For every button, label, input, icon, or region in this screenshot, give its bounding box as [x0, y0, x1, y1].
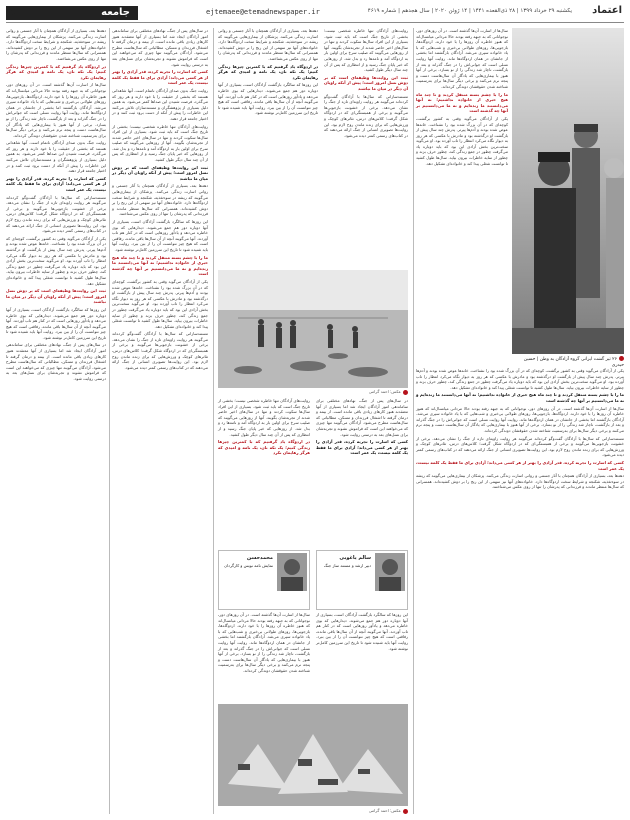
column-separator [109, 28, 110, 814]
column-4-paragraph-4: دهه‌ها بعد، بسیاری از آزادگان همچنان با آثار جسمی و روانی اسارت زندگی می‌کنند. پزشکان از بیماری‌هایی می‌گویند که ریشه در سوءتغذیه، شکنجه و شرایط سخت اردوگاه‌ها دارد. خانواده‌های آنها نیز سهمی از این رنج را بر دوش کشیده‌اند. همسرانی که سال‌ها منتظر ماندند و فرزندانی که پدرشان را تنها از روی عکس می‌شناختند. [112, 183, 208, 217]
column-1-paragraph: سال‌ها از اسارت آن‌ها گذشته است. در آن روزهای دور، نوجوانانی که به جبهه رفته بودند حالا مردانی میانسال‌اند که هنوز خاطره آن روزها را با خود دارند. اردوگاه‌ها، بازجویی‌ها، روزهای طولانی بی‌خبری و شب‌هایی که با یاد خانواده سپری می‌شد. آزادگان بازگشتند اما بخشی از جانشان در همان اردوگاه‌ها ماند. روایت آنها روایت نسلی است که جوانی‌اش را در جنگ گذراند و بعد از بازگشت، ناچار شد زندگی را از نو بسازد. برخی از آنها هنوز با بیماری‌هایی که یادگار آن سال‌هاست دست و پنجه نرم می‌کنند و برخی دیگر سال‌ها برای به‌رسمیت شناخته شدن حقوقشان دوندگی کرده‌اند. [416, 28, 508, 89]
credit-text: عکس: احمد گرامی [368, 389, 401, 394]
column-2-middle-quote: کسی که اسارت را تجربه کرده، قدر آزادی را بهتر از هر کسی می‌داند؛ آزادی برای ما فقط یک کلمه نیست، یک عمر است [316, 439, 408, 456]
column-2-paragraph: روایت‌های آزادگان تنها خاطره شخصی نیست؛ بخشی از تاریخ جنگ است که باید ثبت شود. بسیاری از این افراد سال‌ها سکوت کردند و تنها در سال‌های اخیر حاضر شدند از تجربه‌شان بگویند. آنها از روزهایی می‌گویند که صلیب سرخ برای اولین بار به اردوگاه آمد و نامه‌ها رد و بدل شد. از روزهایی که خبر پایان جنگ رسید و از انتظاری که پس از آن چند سال دیگر طول کشید. [324, 28, 408, 73]
column-2-middle-paragraph: در سال‌های پس از جنگ، نهادهای مختلفی برای ساماندهی امور آزادگان ایجاد شد اما بسیاری از آنها معتقدند هنوز کارهای زیادی باقی مانده است. از بیمه و درمان گرفته تا اشتغال فرزندان و مسکن، مطالباتی که سال‌هاست مطرح می‌شود. آزادگان می‌گویند تنها چیزی که می‌خواهند این است که فراموش نشوند و تجربه‌شان برای نسل‌های بعد به درستی روایت شود. [316, 398, 408, 437]
column-4-quote: کسی که اسارت را تجربه کرده، قدر آزادی را بهتر از هر کسی می‌داند؛ آزادی برای ما فقط یک کلمه نیست، یک عمر است [111, 69, 208, 86]
column-2-paragraph-2: مستندسازانی که سال‌ها با آزادگان گفت‌وگو کرده‌اند می‌گویند هر روایت زاویه‌ای تازه از جنگ را نشان می‌دهد. برخی از خشونت بازجویی‌ها می‌گویند و برخی از همبستگی‌ای که در اردوگاه شکل گرفت؛ کلاس‌های درس، تئاترهای کوچک و ورزش‌هایی که برای زنده ماندن روح لازم بود. این روایت‌ها تصویری انسانی از جنگ ارائه می‌دهند که در کتاب‌های رسمی کمتر دیده می‌شود. [324, 93, 408, 138]
newspaper-logo: اعتماد [592, 5, 622, 16]
rubble-photo-credit [218, 808, 408, 814]
column-5-quote-2: کسی که اسارت را تجربه کرده، قدر آزادی را بهتر از هر کسی می‌داند؛ آزادی برای ما فقط یک کلمه نیست، یک عمر است [6, 175, 106, 193]
credit-bullet-icon [403, 809, 408, 814]
veterans-photo [512, 28, 624, 354]
column-3-paragraph-2: این روزها که سالگرد بازگشت آزادگان است، بسیاری از آنها دوباره دور هم جمع می‌شوند. دیدارهایی که بوی خاطره می‌دهد و یادآور روزهایی است که در کنار هم تاب آوردند. آنها می‌گویند آنچه از آن سال‌ها باقی مانده، رفاقتی است که هیچ چیز نتوانست آن را از بین ببرد. روایت آنها باید شنیده شود تا تاریخ این سرزمین کامل‌تر نوشته شود. [218, 82, 318, 116]
column-5-paragraph: دهه‌ها بعد، بسیاری از آزادگان همچنان با آثار جسمی و روانی اسارت زندگی می‌کنند. پزشکان از بیماری‌هایی می‌گویند که ریشه در سوءتغذیه، شکنجه و شرایط سخت اردوگاه‌ها دارد. خانواده‌های آنها نیز سهمی از این رنج را بر دوش کشیده‌اند. همسرانی که سال‌ها منتظر ماندند و فرزندانی که پدرشان را تنها از روی عکس می‌شناختند. [6, 28, 106, 61]
header-rule [6, 22, 624, 23]
column-1-lower-paragraph: یکی از آزادگان می‌گوید وقتی به کشور برگشت، کوچه‌ای که در آن بزرگ شده بود را نشناخت. خانه‌ها عوض شده بودند و آدم‌ها پیرتر. پدرش چند سال پیش از بازگشت او درگذشته بود و مادرش با عکسی که هر روز به دیوار نگاه می‌کرد انتظار را تاب آورده بود. او می‌گوید سخت‌ترین بخش آزادی این بود که باید دوباره یاد می‌گرفت چطور در جمع زندگی کند، چطور حرف بزند و چطور از سایه خاطرات بیرون بیاید. سال‌ها طول کشید تا توانست شغلی پیدا کند و خانواده‌ای تشکیل دهد. [416, 368, 624, 390]
column-5-paragraph-2: سال‌ها از اسارت آن‌ها گذشته است. در آن روزهای دور، نوجوانانی که به جبهه رفته بودند حالا مردانی میانسال‌اند که هنوز خاطره آن روزها را با خود دارند. اردوگاه‌ها، بازجویی‌ها، روزهای طولانی بی‌خبری و شب‌هایی که با یاد خانواده سپری می‌شد. آزادگان بازگشتند اما بخشی از جانشان در همان اردوگاه‌ها ماند. روایت آنها روایت نسلی است که جوانی‌اش را در جنگ گذراند و بعد از بازگشت، ناچار شد زندگی را از نو بسازد. برخی از آنها هنوز با بیماری‌هایی که یادگار آن سال‌هاست دست و پنجه نرم می‌کنند و برخی دیگر سال‌ها برای به‌رسمیت شناخته شدن حقوقشان دوندگی کرده‌اند. [6, 82, 106, 138]
battlefield-photo [218, 270, 408, 388]
column-2-middle [316, 398, 408, 548]
column-5-paragraph-6: این روزها که سالگرد بازگشت آزادگان است، بسیاری از آنها دوباره دور هم جمع می‌شوند. دیدارهایی که بوی خاطره می‌دهد و یادآور روزهایی است که در کنار هم تاب آوردند. آنها می‌گویند آنچه از آن سال‌ها باقی مانده، رفاقتی است که هیچ چیز نتوانست آن را از بین ببرد. روایت آنها باید شنیده شود تا تاریخ این سرزمین کامل‌تر نوشته شود. [6, 306, 106, 340]
column-4-paragraph-5: این روزها که سالگرد بازگشت آزادگان است، بسیاری از آنها دوباره دور هم جمع می‌شوند. دیدارهایی که بوی خاطره می‌دهد و یادآور روزهایی است که در کنار هم تاب آوردند. آنها می‌گویند آنچه از آن سال‌ها باقی مانده، رفاقتی است که هیچ چیز نتوانست آن را از بین ببرد. روایت آنها باید شنیده شود تا تاریخ این سرزمین کامل‌تر نوشته شود. [112, 219, 208, 252]
rubble-photo-image [218, 704, 408, 806]
column-1-lower-paragraph-3: مستندسازانی که سال‌ها با آزادگان گفت‌وگو کرده‌اند می‌گویند هر روایت زاویه‌ای تازه از جنگ را نشان می‌دهد. برخی از خشونت بازجویی‌ها می‌گویند و برخی از همبستگی‌ای که در اردوگاه شکل گرفت؛ کلاس‌های درس، تئاترهای کوچک و ورزش‌هایی که برای زنده ماندن روح لازم بود. این روایت‌ها تصویری انسانی از جنگ ارائه می‌دهند که در کتاب‌های رسمی کمتر دیده می‌شود. [416, 435, 624, 458]
column-5-paragraph-3: روایت جنگ بدون صدای آزادگان ناتمام است. آنها شاهدانی هستند که بخشی از حقیقت را با خود دارند و هر روز که می‌گذرد، فرصت شنیدن این صداها کمتر می‌شود. به همین دلیل بسیاری از پژوهشگران و مستندسازان تلاش می‌کنند این خاطرات را پیش از آنکه از دست برود ثبت کنند و در اختیار جامعه قرار دهند. [6, 140, 106, 174]
author-avatar [375, 553, 405, 591]
credit-text: عکس: احمد گرامی [368, 808, 401, 813]
credit-bullet-icon [403, 390, 408, 395]
battlefield-photo-image [218, 270, 408, 388]
author-role: نمایش نامه نویس و کارگردان [224, 563, 273, 568]
column-4-quote-2: ثبت این روایت‌ها وظیفه‌ای است که بر دوش نسل امروز است؛ پیش از آنکه راویان آن دیگر در میان ما نباشند [112, 164, 208, 181]
page-number: ۹ [8, 5, 16, 19]
column-1-lower-paragraph-2: سال‌ها از اسارت آن‌ها گذشته است. در آن روزهای دور، نوجوانانی که به جبهه رفته بودند حالا مردانی میانسال‌اند که هنوز خاطره آن روزها را با خود دارند. اردوگاه‌ها، بازجویی‌ها، روزهای طولانی بی‌خبری و شب‌هایی که با یاد خانواده سپری می‌شد. آزادگان بازگشتند اما بخشی از جانشان در همان اردوگاه‌ها ماند. روایت آنها روایت نسلی است که جوانی‌اش را در جنگ گذراند و بعد از بازگشت، ناچار شد زندگی را از نو بسازد. برخی از آنها هنوز با بیماری‌هایی که یادگار آن سال‌هاست دست و پنجه نرم می‌کنند و برخی دیگر سال‌ها برای به‌رسمیت شناخته شدن حقوقشان دوندگی کرده‌اند. [416, 405, 624, 433]
rubble-photo [218, 704, 408, 806]
battlefield-photo-credit [218, 389, 408, 395]
column-4-paragraph: در سال‌های پس از جنگ، نهادهای مختلفی برای ساماندهی امور آزادگان ایجاد شد اما بسیاری از آنها معتقدند هنوز کارهای زیادی باقی مانده است. از بیمه و درمان گرفته تا اشتغال فرزندان و مسکن، مطالباتی که سال‌هاست مطرح می‌شود. آزادگان می‌گویند تنها چیزی که می‌خواهند این است که فراموش نشوند و تجربه‌شان برای نسل‌های بعد به درستی روایت شود. [112, 28, 208, 67]
author-box-left [218, 550, 310, 610]
column-1-lower-quote: ما را با چشم بسته منتقل کردند و تا چند ماه هیچ خبری از خانواده نداشتیم؛ نه آنها می‌دانستند ما زنده‌ایم و نه ما می‌دانستیم بر آنها چه گذشته است [416, 392, 624, 403]
column-4-quote-3: ما را با چشم بسته منتقل کردند و تا چند ماه هیچ خبری از خانواده نداشتیم؛ نه آنها می‌دانستند ما زنده‌ایم و نه ما می‌دانستیم بر آنها چه گذشته است [112, 254, 208, 277]
column-2-upper [324, 28, 408, 268]
column-2-lower-paragraph: این روزها که سالگرد بازگشت آزادگان است، بسیاری از آنها دوباره دور هم جمع می‌شوند. دیدارهایی که بوی خاطره می‌دهد و یادآور روزهایی است که در کنار هم تاب آوردند. آنها می‌گویند آنچه از آن سال‌ها باقی مانده، رفاقتی است که هیچ چیز نتوانست آن را از بین ببرد. روایت آنها باید شنیده شود تا تاریخ این سرزمین کامل‌تر نوشته شود. [316, 612, 408, 651]
caption-text: ۲۶ تیر گشت ایرانی گروه آزادگان به وطن | حسین حیدری [523, 357, 624, 368]
column-4-paragraph-7: مستندسازانی که سال‌ها با آزادگان گفت‌وگو کرده‌اند می‌گویند هر روایت زاویه‌ای تازه از جنگ را نشان می‌دهد. برخی از خشونت بازجویی‌ها می‌گویند و برخی از همبستگی‌ای که در اردوگاه شکل گرفت؛ کلاس‌های درس، تئاترهای کوچک و ورزش‌هایی که برای زنده ماندن روح لازم بود. این روایت‌ها تصویری انسانی از جنگ ارائه می‌دهند که در کتاب‌های رسمی کمتر دیده می‌شود. [112, 331, 208, 370]
author-portrait-icon [375, 553, 405, 591]
column-4-paragraph-2: روایت جنگ بدون صدای آزادگان ناتمام است. آنها شاهدانی هستند که بخشی از حقیقت را با خود دارند و هر روز که می‌گذرد، فرصت شنیدن این صداها کمتر می‌شود. به همین دلیل بسیاری از پژوهشگران و مستندسازان تلاش می‌کنند این خاطرات را پیش از آنکه از دست برود ثبت کنند و در اختیار جامعه قرار دهند. [111, 87, 208, 121]
column-1-paragraph-2: یکی از آزادگان می‌گوید وقتی به کشور برگشت، کوچه‌ای که در آن بزرگ شده بود را نشناخت. خانه‌ها عوض شده بودند و آدم‌ها پیرتر. پدرش چند سال پیش از بازگشت او درگذشته بود و مادرش با عکسی که هر روز به دیوار نگاه می‌کرد انتظار را تاب آورده بود. او می‌گوید سخت‌ترین بخش آزادی این بود که باید دوباره یاد می‌گرفت چطور در جمع زندگی کند، چطور حرف بزند و چطور از سایه خاطرات بیرون بیاید. سال‌ها طول کشید تا توانست شغلی پیدا کند و خانواده‌ای تشکیل دهد. [416, 115, 508, 166]
column-2-lower [316, 612, 408, 702]
column-5-quote-3: ثبت این روایت‌ها وظیفه‌ای است که بر دوش نسل امروز است؛ پیش از آنکه راویان آن دیگر در میان ما نباشند [6, 288, 106, 305]
section-email[interactable]: ejtemaee@etemadnewspaper.ir [206, 8, 320, 16]
column-5 [6, 28, 106, 814]
column-3-middle-paragraph: روایت‌های آزادگان تنها خاطره شخصی نیست؛ بخشی از تاریخ جنگ است که باید ثبت شود. بسیاری از این افراد سال‌ها سکوت کردند و تنها در سال‌های اخیر حاضر شدند از تجربه‌شان بگویند. آنها از روزهایی می‌گویند که صلیب سرخ برای اولین بار به اردوگاه آمد و نامه‌ها رد و بدل شد. از روزهایی که خبر پایان جنگ رسید و از انتظاری که پس از آن چند سال دیگر طول کشید. [218, 398, 310, 437]
column-3-quote: در اردوگاه یاد گرفتیم که با کمترین چیزها زندگی کنیم؛ یک تکه نان، یک نامه و امیدی که هرگز رهایمان نکرد [218, 63, 318, 80]
column-1-upper [416, 28, 508, 368]
column-separator [413, 28, 414, 814]
column-2-quote: ثبت این روایت‌ها وظیفه‌ای است که بر دوش نسل امروز است؛ پیش از آنکه راویان آن دیگر در میان ما نباشند [324, 74, 408, 91]
column-5-quote: در اردوگاه یاد گرفتیم که با کمترین چیزها زندگی کنیم؛ یک تکه نان، یک نامه و امیدی که هرگز رهایمان نکرد [6, 63, 106, 80]
column-4 [112, 28, 208, 814]
column-5-paragraph-4: مستندسازانی که سال‌ها با آزادگان گفت‌وگو کرده‌اند می‌گویند هر روایت زاویه‌ای تازه از جنگ را نشان می‌دهد. برخی از خشونت بازجویی‌ها می‌گویند و برخی از همبستگی‌ای که در اردوگاه شکل گرفت؛ کلاس‌های درس، تئاترهای کوچک و ورزش‌هایی که برای زنده ماندن روح لازم بود. این روایت‌ها تصویری انسانی از جنگ ارائه می‌دهند که در کتاب‌های رسمی کمتر دیده می‌شود. [6, 194, 106, 234]
column-3-paragraph: دهه‌ها بعد، بسیاری از آزادگان همچنان با آثار جسمی و روانی اسارت زندگی می‌کنند. پزشکان از بیماری‌هایی می‌گویند که ریشه در سوءتغذیه، شکنجه و شرایط سخت اردوگاه‌ها دارد. خانواده‌های آنها نیز سهمی از این رنج را بر دوش کشیده‌اند. همسرانی که سال‌ها منتظر ماندند و فرزندانی که پدرشان را تنها از روی عکس می‌شناختند. [218, 28, 318, 61]
author-role: دبیر ارشد و مستند ساز جنگ [323, 563, 371, 568]
section-title: جامعه [101, 7, 130, 18]
column-3-lower [218, 612, 310, 702]
column-separator [213, 28, 214, 814]
column-3-upper [218, 28, 318, 268]
author-portrait-icon [277, 553, 307, 591]
veterans-photo-image [512, 28, 624, 354]
author-name: سالم یاغوبی [339, 555, 371, 561]
author-name: محمدحسن [246, 555, 273, 561]
column-5-paragraph-5: یکی از آزادگان می‌گوید وقتی به کشور برگشت، کوچه‌ای که در آن بزرگ شده بود را نشناخت. خانه‌ها عوض شده بودند و آدم‌ها پیرتر. پدرش چند سال پیش از بازگشت او درگذشته بود و مادرش با عکسی که هر روز به دیوار نگاه می‌کرد انتظار را تاب آورده بود. او می‌گوید سخت‌ترین بخش آزادی این بود که باید دوباره یاد می‌گرفت چطور در جمع زندگی کند، چطور حرف بزند و چطور از سایه خاطرات بیرون بیاید. سال‌ها طول کشید تا توانست شغلی پیدا کند و خانواده‌ای تشکیل دهد. [6, 235, 106, 286]
column-4-paragraph-3: روایت‌های آزادگان تنها خاطره شخصی نیست؛ بخشی از تاریخ جنگ است که باید ثبت شود. بسیاری از این افراد سال‌ها سکوت کردند و تنها در سال‌های اخیر حاضر شدند از تجربه‌شان بگویند. آنها از روزهایی می‌گویند که صلیب سرخ برای اولین بار به اردوگاه آمد و نامه‌ها رد و بدل شد. از روزهایی که خبر پایان جنگ رسید و از انتظاری که پس از آن چند سال دیگر طول کشید. [112, 123, 208, 163]
date-line: یکشنبه ۲۹ خرداد ۱۳۹۹ | ۲۸ ذی‌القعده ۱۴۴۱ | ۱۴ ژوئن ۲۰۲۰ | سال هجدهم | شماره ۴۶۱۹ [367, 8, 572, 14]
caption-bullet-icon [619, 356, 624, 361]
column-3-middle [218, 398, 310, 548]
section-banner [6, 6, 138, 20]
column-4-paragraph-6: یکی از آزادگان می‌گوید وقتی به کشور برگشت، کوچه‌ای که در آن بزرگ شده بود را نشناخت. خانه‌ها عوض شده بودند و آدم‌ها پیرتر. پدرش چند سال پیش از بازگشت او درگذشته بود و مادرش با عکسی که هر روز به دیوار نگاه می‌کرد انتظار را تاب آورده بود. او می‌گوید سخت‌ترین بخش آزادی این بود که باید دوباره یاد می‌گرفت چطور در جمع زندگی کند، چطور حرف بزند و چطور از سایه خاطرات بیرون بیاید. سال‌ها طول کشید تا توانست شغلی پیدا کند و خانواده‌ای تشکیل دهد. [112, 278, 208, 329]
author-avatar [277, 553, 307, 591]
column-3-middle-quote: در اردوگاه یاد گرفتیم که با کمترین چیزها زندگی کنیم؛ یک تکه نان، یک نامه و امیدی که هرگز رهایمان نکرد [218, 439, 310, 456]
author-box-right [316, 550, 408, 610]
column-1-lower-paragraph-4: دهه‌ها بعد، بسیاری از آزادگان همچنان با آثار جسمی و روانی اسارت زندگی می‌کنند. پزشکان از بیماری‌هایی می‌گویند که ریشه در سوءتغذیه، شکنجه و شرایط سخت اردوگاه‌ها دارد. خانواده‌های آنها نیز سهمی از این رنج را بر دوش کشیده‌اند. همسرانی که سال‌ها منتظر ماندند و فرزندانی که پدرشان را تنها از روی عکس می‌شناختند. [416, 473, 624, 490]
column-1-lower [416, 368, 624, 814]
column-5-paragraph-7: در سال‌های پس از جنگ، نهادهای مختلفی برای ساماندهی امور آزادگان ایجاد شد اما بسیاری از آنها معتقدند هنوز کارهای زیادی باقی مانده است. از بیمه و درمان گرفته تا اشتغال فرزندان و مسکن، مطالباتی که سال‌هاست مطرح می‌شود. آزادگان می‌گویند تنها چیزی که می‌خواهند این است که فراموش نشوند و تجربه‌شان برای نسل‌های بعد به درستی روایت شود. [6, 342, 106, 382]
veterans-photo-caption [512, 356, 624, 368]
column-1-lower-quote-2: کسی که اسارت را تجربه کرده، قدر آزادی را بهتر از هر کسی می‌داند؛ آزادی برای ما فقط یک کلمه نیست، یک عمر است [416, 459, 624, 471]
column-1-quote: ما را با چشم بسته منتقل کردند و تا چند ماه هیچ خبری از خانواده نداشتیم؛ نه آنها می‌دانستند ما زنده‌ایم و نه ما می‌دانستیم بر آنها چه گذشته است [416, 91, 508, 114]
column-3-lower-paragraph: سال‌ها از اسارت آن‌ها گذشته است. در آن روزهای دور، نوجوانانی که به جبهه رفته بودند حالا مردانی میانسال‌اند که هنوز خاطره آن روزها را با خود دارند. اردوگاه‌ها، بازجویی‌ها، روزهای طولانی بی‌خبری و شب‌هایی که با یاد خانواده سپری می‌شد. آزادگان بازگشتند اما بخشی از جانشان در همان اردوگاه‌ها ماند. روایت آنها روایت نسلی است که جوانی‌اش را در جنگ گذراند و بعد از بازگشت، ناچار شد زندگی را از نو بسازد. برخی از آنها هنوز با بیماری‌هایی که یادگار آن سال‌هاست دست و پنجه نرم می‌کنند و برخی دیگر سال‌ها برای به‌رسمیت شناخته شدن حقوقشان دوندگی کرده‌اند. [218, 612, 310, 673]
